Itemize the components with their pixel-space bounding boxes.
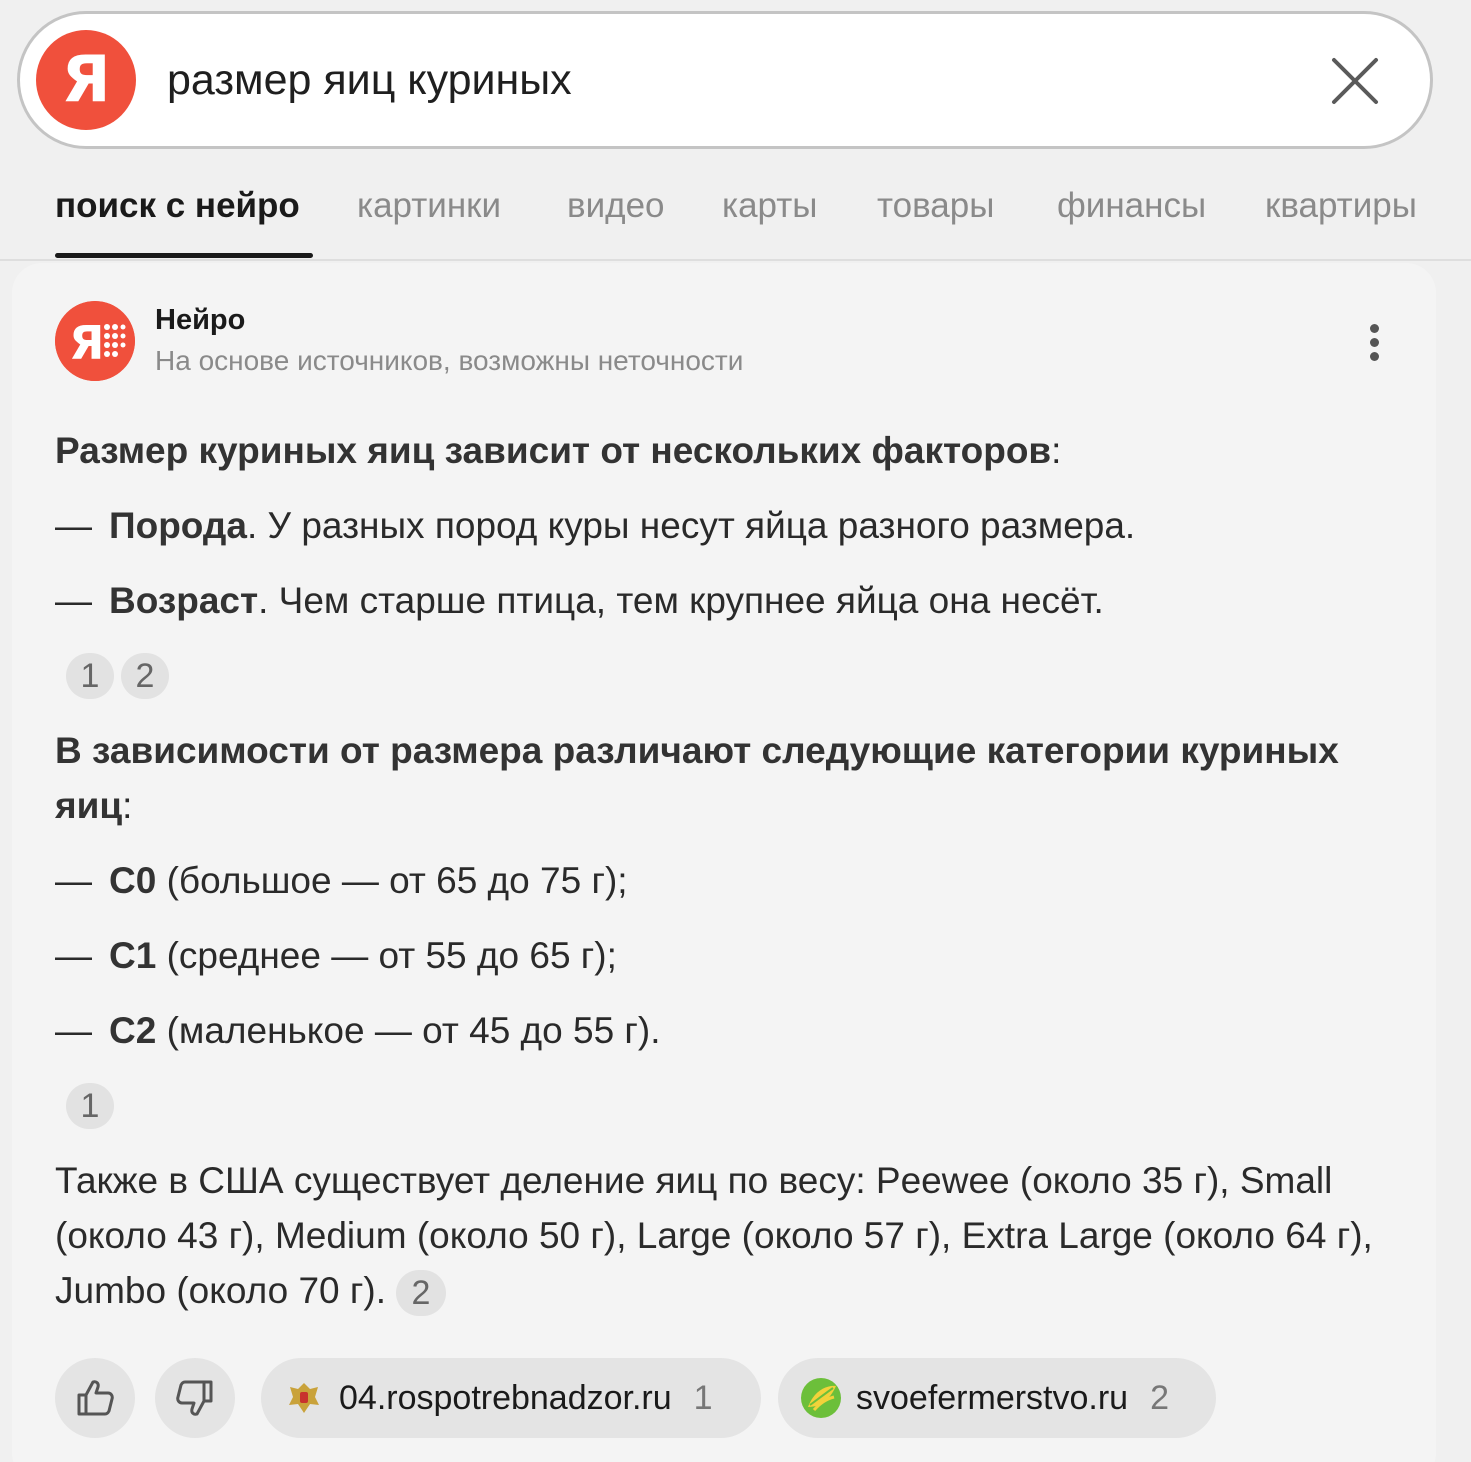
- source-domain: svoefermerstvo.ru: [856, 1378, 1129, 1417]
- usa-text: Также в США существует деление яиц по весу: Peewee (около 35 г), Small (около 43 г), Medium (около 50 г), Large (около 57 г), Extra Large (около 64 г), Jumbo (около 70 г).: [55, 1160, 1373, 1311]
- list-term: Порода: [109, 505, 247, 546]
- intro-heading-colon: :: [1051, 430, 1062, 471]
- list-item: [55, 862, 628, 899]
- categories-heading-text: В зависимости от размера различают следующие категории куриных: [55, 730, 1339, 771]
- list-item: [55, 1012, 661, 1049]
- dislike-button[interactable]: [155, 1358, 235, 1438]
- tab-video[interactable]: видео: [567, 186, 665, 225]
- list-term: С1: [109, 935, 157, 976]
- reference-chip[interactable]: 1: [66, 653, 114, 699]
- intro-heading-text: Размер куриных яиц зависит от нескольких факторов: [55, 430, 1052, 471]
- reference-chip[interactable]: 1: [66, 1083, 114, 1129]
- yandex-logo[interactable]: Я: [36, 30, 136, 130]
- thumbs-down-icon: [173, 1376, 217, 1420]
- source-chip-rospotrebnadzor[interactable]: [261, 1358, 761, 1438]
- list-text: . Чем старше птица, тем крупнее яйца она несёт.: [258, 580, 1104, 621]
- neuro-logo-icon: [55, 301, 135, 381]
- search-bar[interactable]: [17, 11, 1433, 149]
- intro-heading: [55, 432, 1061, 469]
- list-text: (маленькое — от 45 до 55 г).: [156, 1010, 661, 1051]
- source-number: 1: [693, 1378, 713, 1417]
- like-button[interactable]: [55, 1358, 135, 1438]
- list-dash: —: [55, 505, 92, 546]
- tab-neuro-search[interactable]: поиск с нейро: [55, 186, 300, 225]
- tab-maps[interactable]: карты: [722, 186, 818, 225]
- list-item: [55, 937, 617, 974]
- source-number: 2: [1150, 1378, 1170, 1417]
- list-dash: —: [55, 935, 92, 976]
- categories-heading-colon: :: [122, 785, 133, 826]
- usa-paragraph: [55, 1153, 1435, 1318]
- reference-chip[interactable]: 2: [396, 1270, 446, 1316]
- list-dash: —: [55, 580, 92, 621]
- green-yellow-leaf-icon: [800, 1377, 842, 1419]
- list-dash: —: [55, 1010, 92, 1051]
- list-text: (большое — от 65 до 75 г);: [156, 860, 628, 901]
- more-options-icon[interactable]: [1360, 320, 1390, 364]
- list-dash: —: [55, 860, 92, 901]
- search-input[interactable]: размер яиц куриных: [167, 56, 572, 104]
- list-item: [55, 507, 1135, 544]
- thumbs-up-icon: [73, 1376, 117, 1420]
- list-item: [55, 582, 1104, 619]
- reference-chip[interactable]: 2: [121, 653, 169, 699]
- active-tab-indicator: [55, 253, 313, 258]
- tab-finance[interactable]: финансы: [1057, 186, 1207, 225]
- answer-disclaimer: На основе источников, возможны неточности: [155, 345, 744, 376]
- tab-products[interactable]: товары: [877, 186, 995, 225]
- categories-heading-line1: [55, 732, 1339, 769]
- tab-images[interactable]: картинки: [357, 186, 502, 225]
- tabs-divider: [0, 259, 1471, 261]
- list-term: С2: [109, 1010, 157, 1051]
- list-text: (среднее — от 55 до 65 г);: [156, 935, 617, 976]
- list-term: Возраст: [109, 580, 259, 621]
- source-chip-svoefermerstvo[interactable]: [778, 1358, 1216, 1438]
- close-icon[interactable]: [1328, 54, 1382, 108]
- categories-heading-line2: [55, 787, 132, 824]
- tab-apartments[interactable]: квартиры: [1265, 186, 1417, 225]
- list-term: С0: [109, 860, 157, 901]
- svg-text:Я: Я: [69, 316, 105, 370]
- answer-source-title: Нейро: [155, 304, 246, 336]
- list-text: . У разных пород куры несут яйца разного размера.: [246, 505, 1136, 546]
- categories-heading-text: яиц: [55, 785, 123, 826]
- coat-of-arms-icon: [283, 1377, 325, 1419]
- source-domain: 04.rospotrebnadzor.ru: [339, 1378, 672, 1417]
- search-tabs: [0, 180, 1471, 260]
